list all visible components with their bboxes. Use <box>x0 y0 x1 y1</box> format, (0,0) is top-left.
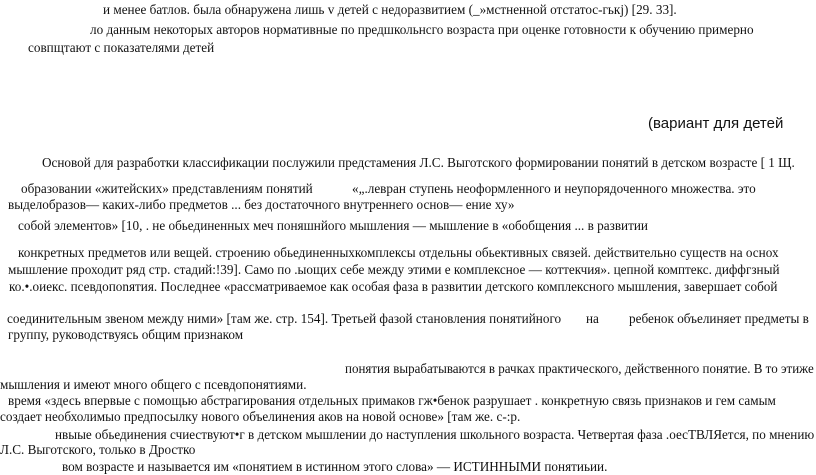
text-line: мышление проходит ряд стр. стадий:!39]. Само по .ыощих себе между этими е комплексное — коттекчия». цепной комптекс. диффгзный <box>8 262 780 277</box>
text-line: собой элементов» [10, . не обьединенных меч поняшнйого мышления — мышление в «обобщения ... в развитии <box>18 218 648 233</box>
text-line: мышления и имеют много общего с псевдопонятиями. <box>0 377 307 392</box>
text-line: ло данным некоторых авторов нормативные по предшкольнсго возраста при оценке готовности к обучению примерно <box>90 22 754 37</box>
text-line: образовании «житейских» представлениям понятий <box>21 181 313 196</box>
text-line: совпщтают с показателями детей <box>28 40 215 55</box>
text-line: создает необхолимыо предпосылку нового объелинения аков на новой основе» [там же. с-:р. <box>0 409 521 424</box>
text-line: ко.•.оиекс. псевдопоnятия. Последнее «рассматриваемое как особая фаза в развитии детского комплексного мышления, завершает собой <box>9 279 778 294</box>
text-line: выделобразов— каких-либо предметов ... без достаточного внутреннего основ— ение ху» <box>8 197 515 212</box>
text-line: соединительным звеном между ними» [там же. стр. 154]. Третьей фазой становления понятийного <box>7 311 562 326</box>
text-line: Л.С. Выготского, только в Дростко <box>0 442 196 457</box>
text-line: Основой для разработки классификации послужили предстамения Л.С. Выготского формировании понятий в детском возрасте [ 1 Щ. <box>42 155 795 170</box>
text-line: «„.левран ступень неоформленного и неупорядоченного множества. это <box>352 181 756 196</box>
text-line: время «здесь впервые с помощью абстрагирования отдельных примаков гж•бенок разрушает . конкретную связь признаков и гем самым <box>8 393 776 408</box>
text-line: конкретных предметов или вещей. строению обьединенныхкомплексы отдельны обьективных связей. действительно существ на оснох <box>18 245 779 260</box>
text-line: нвыые обьединения счиествуют•г в детском мышлении до наступления школьного возраста. Четвертая фаза .оесТВЛЯется, по мнению <box>55 427 815 442</box>
text-line: ребенок объелиняет предметы в <box>629 311 809 326</box>
text-line: группу, руководствуясь общим признаком <box>8 327 244 342</box>
text-line: вом возрасте и называется им «понятием в истинном этого слова» — ИСТИННЫМИ понятиьии. <box>62 459 608 474</box>
text-line: и менее батлов. была обнаружена лишь v детей с недоразвитием (_»мстненной отстатос-гькj) [29. 33]. <box>103 2 677 17</box>
section-heading: (вариант для детей <box>648 115 784 132</box>
text-line: понятия вырабатываются в рачках практического, действенного понятие. В то этиже <box>345 361 814 376</box>
text-line: на <box>586 311 599 326</box>
